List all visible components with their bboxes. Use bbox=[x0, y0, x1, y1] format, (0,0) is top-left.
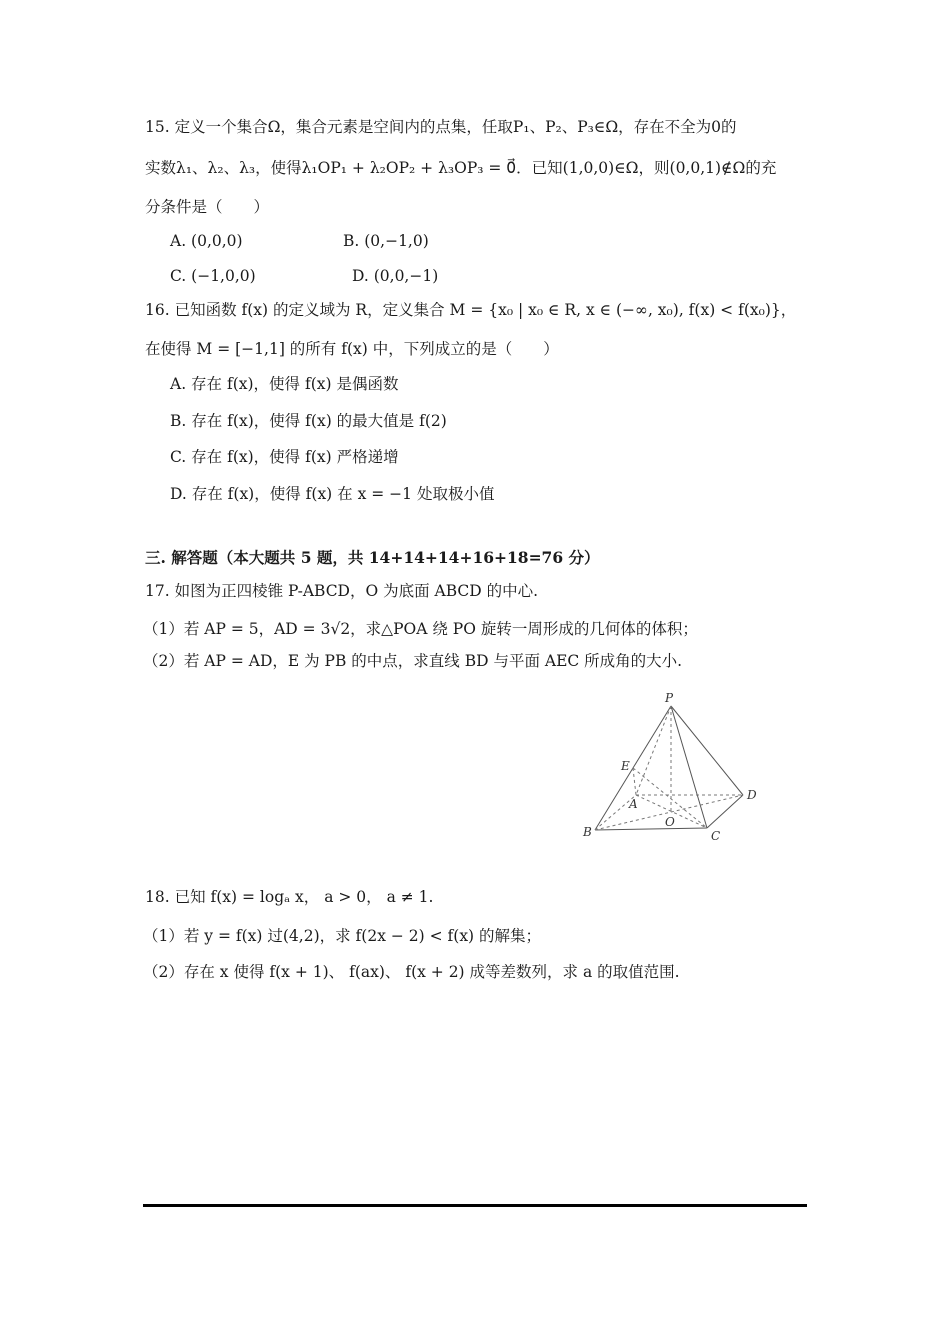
label-a: A bbox=[629, 797, 638, 811]
q16-option-a: A. 存在 f(x)，使得 f(x) 是偶函数 bbox=[170, 375, 399, 393]
q15-line-1: 15. 定义一个集合Ω，集合元素是空间内的点集，任取P₁、P₂、P₃∈Ω，存在不全为0的 bbox=[145, 118, 737, 136]
q15-line-3: 分条件是（ ） bbox=[145, 198, 270, 216]
label-c: C bbox=[711, 829, 721, 843]
q16-option-b: B. 存在 f(x)，使得 f(x) 的最大值是 f(2) bbox=[170, 412, 447, 430]
q16-option-c: C. 存在 f(x)，使得 f(x) 严格递增 bbox=[170, 448, 399, 466]
q17-part-2: （2）若 AP = AD，E 为 PB 的中点，求直线 BD 与平面 AEC 所成角的大小. bbox=[143, 652, 683, 670]
label-e: E bbox=[621, 759, 630, 773]
q15-line-2: 实数λ₁、λ₂、λ₃，使得λ₁OP₁ + λ₂OP₂ + λ₃OP₃ = 0⃗．已知(1,0,0)∈Ω，则(0,0,1)∉Ω的充 bbox=[145, 159, 777, 177]
q15-option-b: B. (0,−1,0) bbox=[343, 232, 429, 250]
q16-option-d: D. 存在 f(x)，使得 f(x) 在 x = −1 处取极小值 bbox=[170, 485, 495, 503]
q16-line-1: 16. 已知函数 f(x) 的定义域为 R，定义集合 M = {x₀ | x₀ ∈ R, x ∈ (−∞, x₀), f(x) < f(x₀)}， bbox=[145, 301, 797, 319]
q15-option-c: C. (−1,0,0) bbox=[170, 267, 256, 285]
section-heading: 三. 解答题（本大题共 5 题，共 14+14+14+16+18=76 分） bbox=[145, 548, 600, 567]
footer-divider bbox=[143, 1204, 807, 1207]
label-o: O bbox=[665, 815, 675, 829]
label-p: P bbox=[665, 691, 674, 705]
q18-line-1: 18. 已知 f(x) = logₐ x， a > 0， a ≠ 1. bbox=[145, 888, 434, 906]
q15-option-d: D. (0,0,−1) bbox=[352, 267, 439, 285]
q16-line-2: 在使得 M = [−1,1] 的所有 f(x) 中，下列成立的是（ ） bbox=[145, 340, 559, 358]
label-d: D bbox=[747, 788, 757, 802]
label-b: B bbox=[583, 825, 592, 839]
q17-part-1: （1）若 AP = 5，AD = 3√2，求△POA 绕 PO 旋转一周形成的几何体的体积； bbox=[143, 620, 698, 638]
q15-option-a: A. (0,0,0) bbox=[170, 232, 243, 250]
pyramid-figure bbox=[575, 688, 775, 848]
q18-part-2: （2）存在 x 使得 f(x + 1)、 f(ax)、 f(x + 2) 成等差数列，求 a 的取值范围. bbox=[143, 963, 680, 981]
q18-part-1: （1）若 y = f(x) 过(4,2)，求 f(2x − 2) < f(x) 的解集； bbox=[143, 927, 542, 945]
q17-line-1: 17. 如图为正四棱锥 P-ABCD，O 为底面 ABCD 的中心. bbox=[145, 582, 539, 600]
